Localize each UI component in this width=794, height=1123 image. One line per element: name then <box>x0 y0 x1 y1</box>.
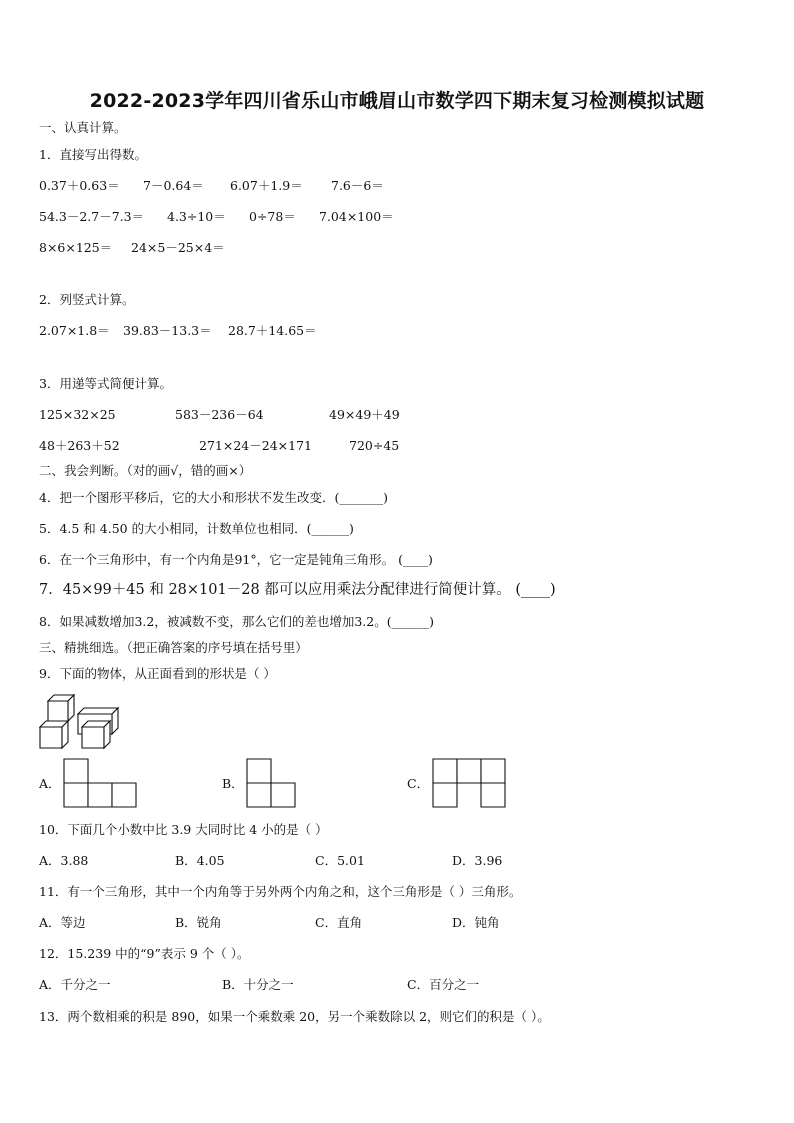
question-8: 8．如果减数增加3.2，被减数不变，那么它们的差也增加3.2。(______) <box>39 614 434 629</box>
question-3-stem: 3．用递等式简便计算。 <box>39 376 172 391</box>
calc-item: 6.07＋1.9＝ <box>230 178 303 193</box>
section-heading-2: 二、我会判断。（对的画√，错的画×） <box>39 463 252 478</box>
option-c: C．5.01 <box>315 853 365 868</box>
calc-item: 7.04×100＝ <box>319 209 394 224</box>
section-heading-3: 三、精挑细选。（把正确答案的序号填在括号里） <box>39 640 308 655</box>
question-10-stem: 10．下面几个小数中比 3.9 大同时比 4 小的是（ ） <box>39 822 328 837</box>
question-1-stem: 1．直接写出得数。 <box>39 147 147 162</box>
calc-item: 8×6×125＝ <box>39 240 113 255</box>
question-4: 4．把一个图形平移后，它的大小和形状不发生改变．(_______) <box>39 490 388 505</box>
calc-item: 7－0.64＝ <box>143 178 204 193</box>
page-title: 2022-2023学年四川省乐山市峨眉山市数学四下期末复习检测模拟试题 <box>89 90 705 112</box>
option-a: A．千分之一 <box>39 977 111 992</box>
cube-front-face <box>48 701 68 721</box>
calc-item: 39.83－13.3＝ <box>123 323 212 338</box>
option-a: A．3.88 <box>39 853 89 868</box>
calc-item: 48＋263＋52 <box>39 438 120 453</box>
calc-item: 49×49＋49 <box>329 407 400 422</box>
question-6: 6．在一个三角形中，有一个内角是91°，它一定是钝角三角形。 (____) <box>39 552 433 567</box>
q9-option-a-label: A． <box>39 776 61 791</box>
calc-item: 2.07×1.8＝ <box>39 323 110 338</box>
q9-option-b-label: B． <box>222 776 244 791</box>
question-9-stem: 9．下面的物体，从正面看到的形状是（ ） <box>39 666 276 681</box>
question-2-stem: 2．列竖式计算。 <box>39 292 135 307</box>
option-c: C．直角 <box>315 915 363 930</box>
cube-front-face <box>40 727 62 748</box>
calc-item: 24×5－25×4＝ <box>131 240 225 255</box>
q9-option-c-shape <box>432 758 507 808</box>
calc-item: 4.3÷10＝ <box>167 209 226 224</box>
question-13-stem: 13．两个数相乘的积是 890，如果一个乘数乘 20，另一个乘数除以 2，则它们的积是（ ）。 <box>39 1009 550 1024</box>
calc-item: 54.3－2.7－7.3＝ <box>39 209 145 224</box>
option-d: D．钝角 <box>452 915 500 930</box>
q9-option-c-label: C． <box>407 776 430 791</box>
option-c: C．百分之一 <box>407 977 480 992</box>
option-a: A．等边 <box>39 915 86 930</box>
option-d: D．3.96 <box>452 853 503 868</box>
q9-option-a-shape <box>63 758 138 808</box>
calc-item: 0.37＋0.63＝ <box>39 178 120 193</box>
cube-top-face <box>78 708 118 714</box>
calc-item: 720÷45 <box>349 438 400 453</box>
question-5: 5．4.5 和 4.50 的大小相同，计数单位也相同．(______) <box>39 521 354 536</box>
question-12-stem: 12．15.239 中的“9”表示 9 个（ ）。 <box>39 946 250 961</box>
calc-item: 125×32×25 <box>39 407 116 422</box>
section-heading-1: 一、认真计算。 <box>39 120 127 135</box>
calc-item: 28.7＋14.65＝ <box>228 323 317 338</box>
q9-option-b-shape <box>246 758 298 808</box>
cube-front-face <box>82 727 104 748</box>
calc-item: 583－236－64 <box>175 407 264 422</box>
calc-item: 0÷78＝ <box>249 209 296 224</box>
cube-stack-figure <box>38 690 122 750</box>
option-b: B．十分之一 <box>222 977 294 992</box>
calc-item: 271×24－24×171 <box>199 438 312 453</box>
option-b: B．锐角 <box>175 915 222 930</box>
option-b: B．4.05 <box>175 853 225 868</box>
question-7: 7．45×99＋45 和 28×101－28 都可以应用乘法分配律进行简便计算。 (____) <box>39 582 556 598</box>
calc-item: 7.6－6＝ <box>331 178 384 193</box>
question-11-stem: 11．有一个三角形，其中一个内角等于另外两个内角之和，这个三角形是（ ）三角形。 <box>39 884 522 899</box>
